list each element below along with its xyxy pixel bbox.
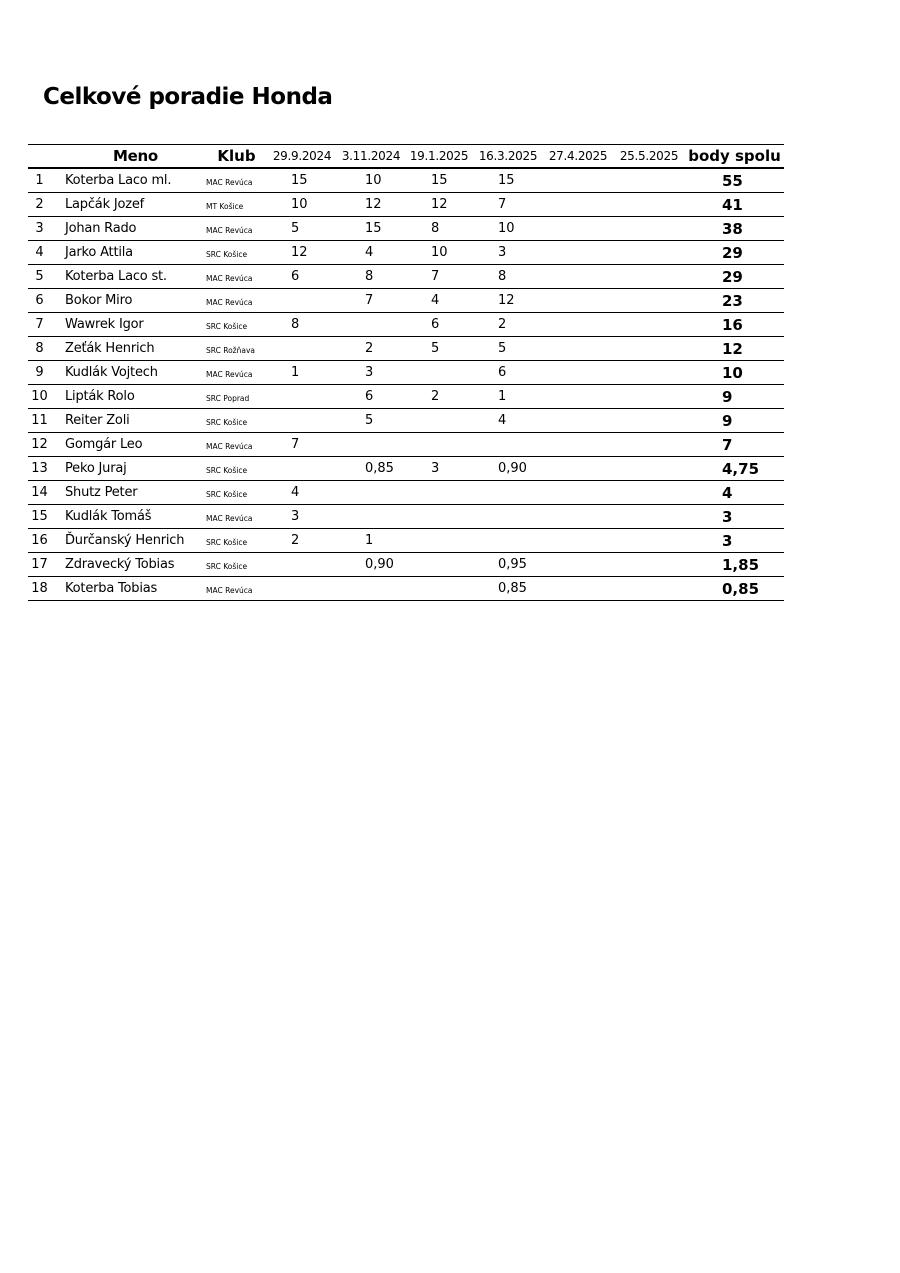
score-cell: 15 (337, 217, 405, 241)
table-row (28, 457, 784, 481)
club-cell: MAC Revúca (206, 168, 267, 193)
rank-cell: 5 (28, 265, 65, 289)
header-total: body spolu (685, 145, 784, 169)
club-cell: SRC Košice (206, 529, 267, 553)
table-row (28, 337, 784, 361)
club-cell: SRC Košice (206, 481, 267, 505)
name-cell: Kudlák Vojtech (65, 361, 206, 385)
club-cell: MAC Revúca (206, 289, 267, 313)
name-cell: Lapčák Jozef (65, 193, 206, 217)
score-cell (543, 553, 613, 577)
name-cell: Peko Juraj (65, 457, 206, 481)
score-cell (613, 433, 685, 457)
score-cell: 3 (267, 505, 337, 529)
score-cell (267, 457, 337, 481)
rank-cell: 13 (28, 457, 65, 481)
score-cell (543, 241, 613, 265)
score-cell: 10 (405, 241, 473, 265)
score-cell (543, 193, 613, 217)
score-cell: 8 (405, 217, 473, 241)
score-cell (613, 241, 685, 265)
score-cell (337, 577, 405, 601)
score-cell: 10 (473, 217, 543, 241)
rank-cell: 15 (28, 505, 65, 529)
score-cell (473, 529, 543, 553)
total-cell: 10 (685, 361, 784, 385)
score-cell (337, 313, 405, 337)
score-cell (337, 505, 405, 529)
score-cell (543, 217, 613, 241)
score-cell: 0,95 (473, 553, 543, 577)
score-cell (613, 217, 685, 241)
score-cell: 15 (267, 168, 337, 193)
score-cell (543, 433, 613, 457)
score-cell (473, 481, 543, 505)
rank-cell: 7 (28, 313, 65, 337)
name-cell: Koterba Laco ml. (65, 168, 206, 193)
score-cell (613, 529, 685, 553)
score-cell: 4 (473, 409, 543, 433)
score-cell: 7 (473, 193, 543, 217)
score-cell (543, 385, 613, 409)
name-cell: Shutz Peter (65, 481, 206, 505)
total-cell: 23 (685, 289, 784, 313)
club-cell: MAC Revúca (206, 217, 267, 241)
total-cell: 3 (685, 529, 784, 553)
club-cell: MAC Revúca (206, 265, 267, 289)
header-date: 19.1.2025 (405, 145, 473, 169)
score-cell (267, 577, 337, 601)
score-cell: 5 (337, 409, 405, 433)
table-row (28, 409, 784, 433)
score-cell: 1 (267, 361, 337, 385)
club-cell: SRC Košice (206, 553, 267, 577)
score-cell (543, 577, 613, 601)
rank-cell: 2 (28, 193, 65, 217)
score-cell: 6 (473, 361, 543, 385)
score-cell (613, 577, 685, 601)
score-cell: 12 (337, 193, 405, 217)
rank-cell: 8 (28, 337, 65, 361)
rank-cell: 16 (28, 529, 65, 553)
score-cell (405, 409, 473, 433)
header-date: 3.11.2024 (337, 145, 405, 169)
name-cell: Wawrek Igor (65, 313, 206, 337)
table-row (28, 481, 784, 505)
total-cell: 4,75 (685, 457, 784, 481)
score-cell (543, 481, 613, 505)
score-cell: 1 (337, 529, 405, 553)
score-cell (613, 409, 685, 433)
rank-cell: 1 (28, 168, 65, 193)
rank-cell: 14 (28, 481, 65, 505)
name-cell: Lipták Rolo (65, 385, 206, 409)
score-cell (267, 553, 337, 577)
table-row (28, 217, 784, 241)
score-cell (543, 457, 613, 481)
total-cell: 41 (685, 193, 784, 217)
score-cell (613, 313, 685, 337)
score-cell: 3 (405, 457, 473, 481)
score-cell (473, 505, 543, 529)
score-cell (405, 433, 473, 457)
score-cell: 6 (337, 385, 405, 409)
score-cell: 5 (473, 337, 543, 361)
score-cell: 3 (473, 241, 543, 265)
club-cell: MAC Revúca (206, 505, 267, 529)
score-cell: 4 (267, 481, 337, 505)
score-cell (543, 313, 613, 337)
score-cell (405, 505, 473, 529)
club-cell: SRC Rožňava (206, 337, 267, 361)
score-cell (613, 168, 685, 193)
name-cell: Jarko Attila (65, 241, 206, 265)
score-cell: 8 (337, 265, 405, 289)
score-cell (405, 553, 473, 577)
rank-cell: 12 (28, 433, 65, 457)
score-cell: 8 (267, 313, 337, 337)
table-row (28, 289, 784, 313)
total-cell: 4 (685, 481, 784, 505)
club-cell: MAC Revúca (206, 433, 267, 457)
name-cell: Gomgár Leo (65, 433, 206, 457)
score-cell: 4 (337, 241, 405, 265)
score-cell: 0,85 (337, 457, 405, 481)
total-cell: 16 (685, 313, 784, 337)
total-cell: 29 (685, 241, 784, 265)
rank-cell: 18 (28, 577, 65, 601)
name-cell: Koterba Tobias (65, 577, 206, 601)
score-cell (267, 337, 337, 361)
score-cell (613, 385, 685, 409)
header-date: 16.3.2025 (473, 145, 543, 169)
table-row (28, 193, 784, 217)
score-cell (473, 433, 543, 457)
table-row (28, 361, 784, 385)
score-cell: 6 (405, 313, 473, 337)
header-date: 29.9.2024 (267, 145, 337, 169)
score-cell (613, 361, 685, 385)
score-cell (543, 337, 613, 361)
header-name: Meno (65, 145, 206, 169)
name-cell: Zeťák Henrich (65, 337, 206, 361)
score-cell: 5 (267, 217, 337, 241)
table-row (28, 529, 784, 553)
rank-cell: 4 (28, 241, 65, 265)
table-row (28, 265, 784, 289)
total-cell: 9 (685, 409, 784, 433)
score-cell: 0,85 (473, 577, 543, 601)
score-cell (405, 481, 473, 505)
score-cell (337, 481, 405, 505)
score-cell (613, 193, 685, 217)
name-cell: Zdravecký Tobias (65, 553, 206, 577)
page-title: Celkové poradie Honda (43, 84, 333, 110)
total-cell: 12 (685, 337, 784, 361)
header-rank (28, 145, 65, 169)
score-cell: 10 (337, 168, 405, 193)
score-cell: 1 (473, 385, 543, 409)
score-cell (613, 553, 685, 577)
score-cell: 12 (267, 241, 337, 265)
club-cell: SRC Poprad (206, 385, 267, 409)
table-row (28, 553, 784, 577)
score-cell (267, 289, 337, 313)
score-cell: 0,90 (473, 457, 543, 481)
table-row (28, 313, 784, 337)
rank-cell: 3 (28, 217, 65, 241)
rank-cell: 6 (28, 289, 65, 313)
standings-table (28, 144, 784, 601)
score-cell: 10 (267, 193, 337, 217)
score-cell (405, 529, 473, 553)
score-cell (337, 433, 405, 457)
score-cell: 7 (267, 433, 337, 457)
score-cell: 5 (405, 337, 473, 361)
total-cell: 0,85 (685, 577, 784, 601)
score-cell: 0,90 (337, 553, 405, 577)
club-cell: SRC Košice (206, 457, 267, 481)
score-cell: 2 (267, 529, 337, 553)
score-cell (405, 361, 473, 385)
header-row (28, 145, 784, 169)
score-cell (543, 505, 613, 529)
score-cell: 6 (267, 265, 337, 289)
table-row (28, 433, 784, 457)
score-cell (405, 577, 473, 601)
total-cell: 9 (685, 385, 784, 409)
score-cell (543, 289, 613, 313)
score-cell (613, 505, 685, 529)
total-cell: 29 (685, 265, 784, 289)
score-cell (267, 409, 337, 433)
score-cell (613, 265, 685, 289)
name-cell: Kudlák Tomáš (65, 505, 206, 529)
standings-body (28, 168, 784, 601)
club-cell: MT Košice (206, 193, 267, 217)
header-date: 25.5.2025 (613, 145, 685, 169)
score-cell (543, 409, 613, 433)
score-cell: 7 (337, 289, 405, 313)
score-cell: 4 (405, 289, 473, 313)
score-cell: 12 (405, 193, 473, 217)
club-cell: SRC Košice (206, 409, 267, 433)
score-cell: 2 (473, 313, 543, 337)
score-cell (613, 289, 685, 313)
header-club: Klub (206, 145, 267, 169)
score-cell (543, 265, 613, 289)
score-cell: 2 (337, 337, 405, 361)
club-cell: SRC Košice (206, 241, 267, 265)
name-cell: Bokor Miro (65, 289, 206, 313)
score-cell (543, 168, 613, 193)
score-cell: 3 (337, 361, 405, 385)
score-cell (613, 457, 685, 481)
score-cell: 12 (473, 289, 543, 313)
score-cell: 15 (405, 168, 473, 193)
score-cell: 15 (473, 168, 543, 193)
club-cell: MAC Revúca (206, 577, 267, 601)
score-cell: 7 (405, 265, 473, 289)
total-cell: 55 (685, 168, 784, 193)
name-cell: Ďurčanský Henrich (65, 529, 206, 553)
club-cell: MAC Revúca (206, 361, 267, 385)
club-cell: SRC Košice (206, 313, 267, 337)
rank-cell: 9 (28, 361, 65, 385)
total-cell: 1,85 (685, 553, 784, 577)
score-cell (613, 481, 685, 505)
name-cell: Koterba Laco st. (65, 265, 206, 289)
score-cell: 2 (405, 385, 473, 409)
header-date: 27.4.2025 (543, 145, 613, 169)
score-cell (613, 337, 685, 361)
total-cell: 3 (685, 505, 784, 529)
score-cell: 8 (473, 265, 543, 289)
table-row (28, 168, 784, 193)
total-cell: 38 (685, 217, 784, 241)
table-row (28, 505, 784, 529)
total-cell: 7 (685, 433, 784, 457)
rank-cell: 17 (28, 553, 65, 577)
score-cell (543, 361, 613, 385)
name-cell: Reiter Zoli (65, 409, 206, 433)
score-cell (543, 529, 613, 553)
table-row (28, 241, 784, 265)
score-cell (267, 385, 337, 409)
table-row (28, 385, 784, 409)
table-row (28, 577, 784, 601)
name-cell: Johan Rado (65, 217, 206, 241)
rank-cell: 11 (28, 409, 65, 433)
rank-cell: 10 (28, 385, 65, 409)
